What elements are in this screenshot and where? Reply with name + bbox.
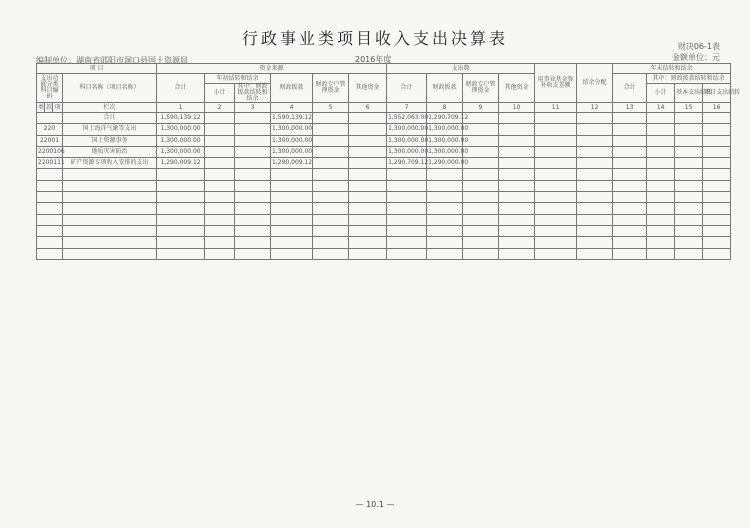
- header-column: 栏次: [63, 103, 157, 113]
- empty-cell: [535, 135, 577, 146]
- empty-cell: [499, 225, 535, 236]
- empty-cell: [535, 237, 577, 248]
- empty-cell: [313, 192, 349, 203]
- empty-cell: [535, 192, 577, 203]
- empty-cell: [647, 225, 675, 236]
- header-carryover: 年末结转和结余: [613, 64, 731, 74]
- empty-cell: [647, 169, 675, 180]
- empty-cell: [647, 203, 675, 214]
- empty-cell: [613, 214, 647, 225]
- table-row: [37, 237, 731, 248]
- cell-exp-total: 1,290,709.12: [387, 158, 427, 169]
- cell-exp-total: 1,552,063.00: [387, 113, 427, 124]
- col-num: 13: [613, 103, 647, 113]
- header-exp-special: 财政专户管理资金: [463, 74, 499, 103]
- cell-exp-fiscal: 1,300,000.00: [427, 135, 463, 146]
- empty-cell: [675, 135, 703, 146]
- empty-cell: [499, 248, 535, 259]
- empty-cell: [313, 169, 349, 180]
- empty-cell: [349, 214, 387, 225]
- cell-name: [63, 214, 157, 225]
- cell-exp-fiscal: [427, 169, 463, 180]
- reporting-organization: 编制单位：湖南省邵阳市洞口县国土资源局: [36, 56, 188, 65]
- col-num: 16: [703, 103, 731, 113]
- header-special-fund: 其中：财政拨款结转和结余: [235, 84, 271, 103]
- empty-cell: [205, 158, 235, 169]
- empty-cell: [675, 237, 703, 248]
- table-row: [37, 214, 731, 225]
- cell-total: 1,300,000.00: [157, 146, 205, 157]
- cell-exp-fiscal: [427, 237, 463, 248]
- empty-cell: [535, 113, 577, 124]
- header-exp-other: 其他资金: [499, 74, 535, 103]
- empty-cell: [235, 203, 271, 214]
- fiscal-year: 2016年度: [355, 55, 392, 64]
- cell-name: 国土资源事务: [63, 135, 157, 146]
- empty-cell: [577, 203, 613, 214]
- empty-cell: [499, 146, 535, 157]
- empty-cell: [613, 135, 647, 146]
- empty-cell: [703, 169, 731, 180]
- col-num: 5: [313, 103, 349, 113]
- header-exp-fiscal: 财政拨款: [427, 74, 463, 103]
- empty-cell: [205, 135, 235, 146]
- cell-code: [37, 203, 63, 214]
- empty-cell: [613, 237, 647, 248]
- report-title: 行政事业类项目收入支出决算表: [241, 29, 508, 48]
- empty-cell: [613, 203, 647, 214]
- empty-cell: [499, 124, 535, 135]
- empty-cell: [577, 169, 613, 180]
- cell-code: 22001: [37, 135, 63, 146]
- cell-exp-fiscal: [427, 248, 463, 259]
- empty-cell: [499, 113, 535, 124]
- empty-cell: [313, 158, 349, 169]
- cell-total: [157, 248, 205, 259]
- empty-cell: [647, 192, 675, 203]
- header-fiscal-appropriation: 财政拨款: [271, 74, 313, 103]
- empty-cell: [647, 180, 675, 191]
- cell-fiscal: [271, 180, 313, 191]
- empty-cell: [313, 135, 349, 146]
- cell-name: [63, 169, 157, 180]
- cell-fiscal: [271, 192, 313, 203]
- empty-cell: [349, 124, 387, 135]
- header-co-total: 合计: [613, 74, 647, 103]
- empty-cell: [703, 180, 731, 191]
- cell-code: [37, 237, 63, 248]
- empty-cell: [577, 214, 613, 225]
- empty-cell: [313, 237, 349, 248]
- empty-cell: [235, 180, 271, 191]
- empty-cell: [463, 225, 499, 236]
- empty-cell: [703, 225, 731, 236]
- cell-exp-total: [387, 237, 427, 248]
- empty-cell: [313, 113, 349, 124]
- header-co-project: 项目支出结转: [703, 84, 731, 103]
- empty-cell: [205, 192, 235, 203]
- col-num: 4: [271, 103, 313, 113]
- empty-cell: [675, 225, 703, 236]
- cell-exp-total: 1,300,000.00: [387, 124, 427, 135]
- empty-cell: [235, 225, 271, 236]
- empty-cell: [703, 135, 731, 146]
- empty-cell: [613, 113, 647, 124]
- empty-cell: [675, 158, 703, 169]
- table-row: [37, 113, 731, 124]
- empty-cell: [349, 169, 387, 180]
- empty-cell: [613, 225, 647, 236]
- cell-exp-fiscal: [427, 203, 463, 214]
- col-num: 12: [577, 103, 613, 113]
- cell-code: [37, 192, 63, 203]
- empty-cell: [235, 192, 271, 203]
- empty-cell: [463, 169, 499, 180]
- cell-name: [63, 192, 157, 203]
- cell-exp-total: 1,300,000.00: [387, 146, 427, 157]
- cell-name: 矿产资源专项收入安排的支出: [63, 158, 157, 169]
- cell-total: [157, 192, 205, 203]
- cell-code: 2200106: [37, 146, 63, 157]
- empty-cell: [703, 124, 731, 135]
- empty-cell: [613, 158, 647, 169]
- cell-fiscal: [271, 169, 313, 180]
- cell-fiscal: [271, 237, 313, 248]
- empty-cell: [577, 124, 613, 135]
- empty-cell: [577, 180, 613, 191]
- empty-cell: [613, 248, 647, 259]
- cell-name: 地质灾害防治: [63, 146, 157, 157]
- cell-fiscal: 1,300,000.00: [271, 146, 313, 157]
- empty-cell: [675, 214, 703, 225]
- cell-code: [37, 180, 63, 191]
- cell-code: [37, 214, 63, 225]
- empty-cell: [577, 113, 613, 124]
- empty-cell: [499, 180, 535, 191]
- cell-exp-fiscal: 1,300,000.00: [427, 146, 463, 157]
- empty-cell: [349, 135, 387, 146]
- empty-cell: [205, 203, 235, 214]
- empty-cell: [499, 158, 535, 169]
- empty-cell: [205, 113, 235, 124]
- cell-total: [157, 214, 205, 225]
- empty-cell: [703, 113, 731, 124]
- empty-cell: [205, 237, 235, 248]
- col-num: 14: [647, 103, 675, 113]
- table-body: [37, 113, 731, 260]
- cell-fiscal: [271, 214, 313, 225]
- header-distribution: 结余分配: [577, 64, 613, 103]
- empty-cell: [703, 237, 731, 248]
- cell-exp-fiscal: 1,300,000.00: [427, 124, 463, 135]
- cell-exp-total: [387, 248, 427, 259]
- cell-total: [157, 180, 205, 191]
- empty-cell: [349, 180, 387, 191]
- cell-exp-total: 1,300,000.00: [387, 135, 427, 146]
- empty-cell: [235, 248, 271, 259]
- cell-total: [157, 169, 205, 180]
- table-row: [37, 248, 731, 259]
- empty-cell: [349, 248, 387, 259]
- table-row: [37, 192, 731, 203]
- table-row: [37, 158, 731, 169]
- empty-cell: [675, 124, 703, 135]
- empty-cell: [703, 203, 731, 214]
- cell-code: [37, 169, 63, 180]
- empty-cell: [613, 169, 647, 180]
- col-num: 8: [427, 103, 463, 113]
- cell-exp-total: [387, 169, 427, 180]
- empty-cell: [499, 214, 535, 225]
- header-settlement: 用事业基金弥补收支差额: [535, 64, 577, 103]
- empty-cell: [675, 169, 703, 180]
- empty-cell: [349, 158, 387, 169]
- empty-cell: [535, 169, 577, 180]
- col-num: 2: [205, 103, 235, 113]
- empty-cell: [499, 169, 535, 180]
- empty-cell: [535, 203, 577, 214]
- empty-cell: [235, 135, 271, 146]
- col-num: 6: [349, 103, 387, 113]
- table-row: [37, 180, 731, 191]
- table-row: [37, 225, 731, 236]
- empty-cell: [577, 192, 613, 203]
- empty-cell: [675, 192, 703, 203]
- empty-cell: [313, 225, 349, 236]
- empty-cell: [205, 214, 235, 225]
- empty-cell: [205, 225, 235, 236]
- header-item: 项 目: [37, 64, 157, 74]
- cell-fiscal: 1,590,139.12: [271, 113, 313, 124]
- empty-cell: [703, 146, 731, 157]
- header-co-basic: 基本支出结转: [675, 84, 703, 103]
- empty-cell: [235, 113, 271, 124]
- page-number: — 10.1 —: [355, 500, 395, 509]
- empty-cell: [675, 203, 703, 214]
- header-funding-source: 资金来源: [157, 64, 387, 74]
- empty-cell: [577, 146, 613, 157]
- table-row: [37, 135, 731, 146]
- empty-cell: [499, 135, 535, 146]
- cell-name: 合计: [63, 113, 157, 124]
- empty-cell: [313, 214, 349, 225]
- cell-exp-total: [387, 192, 427, 203]
- empty-cell: [703, 214, 731, 225]
- col-num: 11: [535, 103, 577, 113]
- empty-cell: [647, 248, 675, 259]
- empty-cell: [205, 169, 235, 180]
- cell-code: 2200111: [37, 158, 63, 169]
- cell-code: 220: [37, 124, 63, 135]
- empty-cell: [703, 248, 731, 259]
- empty-cell: [675, 180, 703, 191]
- cell-name: [63, 248, 157, 259]
- empty-cell: [463, 237, 499, 248]
- empty-cell: [313, 180, 349, 191]
- cell-exp-fiscal: [427, 214, 463, 225]
- empty-cell: [313, 248, 349, 259]
- empty-cell: [235, 146, 271, 157]
- cell-fiscal: [271, 248, 313, 259]
- empty-cell: [613, 180, 647, 191]
- header-fiscal-grant: 年初结转和结余: [205, 74, 271, 84]
- empty-cell: [235, 237, 271, 248]
- empty-cell: [499, 203, 535, 214]
- empty-cell: [349, 146, 387, 157]
- empty-cell: [535, 158, 577, 169]
- empty-cell: [703, 192, 731, 203]
- empty-cell: [535, 248, 577, 259]
- table-row: [37, 124, 731, 135]
- empty-cell: [703, 158, 731, 169]
- col-num: 7: [387, 103, 427, 113]
- cell-total: [157, 225, 205, 236]
- empty-cell: [463, 180, 499, 191]
- table-row: [37, 169, 731, 180]
- empty-cell: [463, 214, 499, 225]
- empty-cell: [463, 203, 499, 214]
- col-num: 3: [235, 103, 271, 113]
- header-expenditure: 支出数: [387, 64, 535, 74]
- cell-exp-fiscal: [427, 225, 463, 236]
- empty-cell: [535, 180, 577, 191]
- header-class: 类: [38, 103, 45, 111]
- empty-cell: [647, 113, 675, 124]
- empty-cell: [349, 113, 387, 124]
- empty-cell: [647, 146, 675, 157]
- empty-cell: [349, 237, 387, 248]
- header-exp-total: 合计: [387, 74, 427, 103]
- header-section: 款: [46, 103, 53, 111]
- empty-cell: [499, 237, 535, 248]
- cell-exp-total: [387, 214, 427, 225]
- empty-cell: [235, 169, 271, 180]
- empty-cell: [205, 124, 235, 135]
- empty-cell: [675, 113, 703, 124]
- cell-name: [63, 225, 157, 236]
- empty-cell: [349, 203, 387, 214]
- cell-name: [63, 180, 157, 191]
- empty-cell: [313, 124, 349, 135]
- empty-cell: [205, 248, 235, 259]
- empty-cell: [349, 225, 387, 236]
- empty-cell: [313, 146, 349, 157]
- empty-cell: [613, 146, 647, 157]
- cell-total: [157, 237, 205, 248]
- empty-cell: [205, 180, 235, 191]
- cell-code: [37, 225, 63, 236]
- header-fiscal-special: 财政专户管理资金: [313, 74, 349, 103]
- cell-exp-total: [387, 180, 427, 191]
- cell-code: [37, 113, 63, 124]
- cell-total: 1,590,139.12: [157, 113, 205, 124]
- empty-cell: [647, 124, 675, 135]
- cell-code: [37, 248, 63, 259]
- empty-cell: [577, 237, 613, 248]
- table-row: [37, 146, 731, 157]
- table-row: [37, 203, 731, 214]
- empty-cell: [675, 146, 703, 157]
- header-code: 支出功能分类科目编码: [37, 74, 63, 103]
- empty-cell: [463, 192, 499, 203]
- header-co-of-which: 其中：财政拨款结转和结余: [647, 74, 731, 84]
- empty-cell: [235, 158, 271, 169]
- empty-cell: [577, 248, 613, 259]
- empty-cell: [535, 214, 577, 225]
- cell-fiscal: 1,300,000.00: [271, 124, 313, 135]
- cell-exp-fiscal: 1,290,709.12: [427, 113, 463, 124]
- cell-exp-fiscal: [427, 180, 463, 191]
- empty-cell: [675, 248, 703, 259]
- empty-cell: [577, 158, 613, 169]
- empty-cell: [535, 124, 577, 135]
- empty-cell: [613, 124, 647, 135]
- cell-name: [63, 237, 157, 248]
- empty-cell: [647, 237, 675, 248]
- cell-fiscal: 1,290,009.12: [271, 158, 313, 169]
- empty-cell: [349, 192, 387, 203]
- cell-fiscal: 1,300,000.00: [271, 135, 313, 146]
- empty-cell: [647, 158, 675, 169]
- header-co-subtotal: 小计: [647, 84, 675, 103]
- empty-cell: [499, 192, 535, 203]
- col-num: 15: [675, 103, 703, 113]
- empty-cell: [313, 203, 349, 214]
- cell-exp-total: [387, 225, 427, 236]
- col-num: 10: [499, 103, 535, 113]
- cell-name: [63, 203, 157, 214]
- empty-cell: [647, 135, 675, 146]
- cell-total: 1,300,000.00: [157, 124, 205, 135]
- cell-fiscal: [271, 203, 313, 214]
- empty-cell: [235, 124, 271, 135]
- header-other-funds: 其他资金: [349, 74, 387, 103]
- col-num: 1: [157, 103, 205, 113]
- empty-cell: [577, 135, 613, 146]
- cell-total: 1,300,000.00: [157, 135, 205, 146]
- empty-cell: [463, 248, 499, 259]
- cell-exp-total: [387, 203, 427, 214]
- currency-unit: 金额单位：元: [672, 53, 720, 62]
- empty-cell: [647, 214, 675, 225]
- budget-table: [36, 63, 741, 260]
- form-number: 财决06-1表: [677, 42, 720, 51]
- empty-cell: [613, 192, 647, 203]
- cell-total: [157, 203, 205, 214]
- empty-cell: [235, 214, 271, 225]
- cell-fiscal: [271, 225, 313, 236]
- header-subtotal: 小计: [205, 84, 235, 103]
- empty-cell: [535, 146, 577, 157]
- header-total: 合计: [157, 74, 205, 103]
- header-name: 科目名称（项目名称）: [63, 74, 157, 103]
- empty-cell: [577, 225, 613, 236]
- empty-cell: [205, 146, 235, 157]
- cell-total: 1,290,009.12: [157, 158, 205, 169]
- empty-cell: [535, 225, 577, 236]
- cell-exp-fiscal: 1,290,000.00: [427, 158, 463, 169]
- cell-exp-fiscal: [427, 192, 463, 203]
- cell-name: 国土海洋气象等支出: [63, 124, 157, 135]
- col-num: 9: [463, 103, 499, 113]
- header-subsection: 项: [54, 103, 61, 111]
